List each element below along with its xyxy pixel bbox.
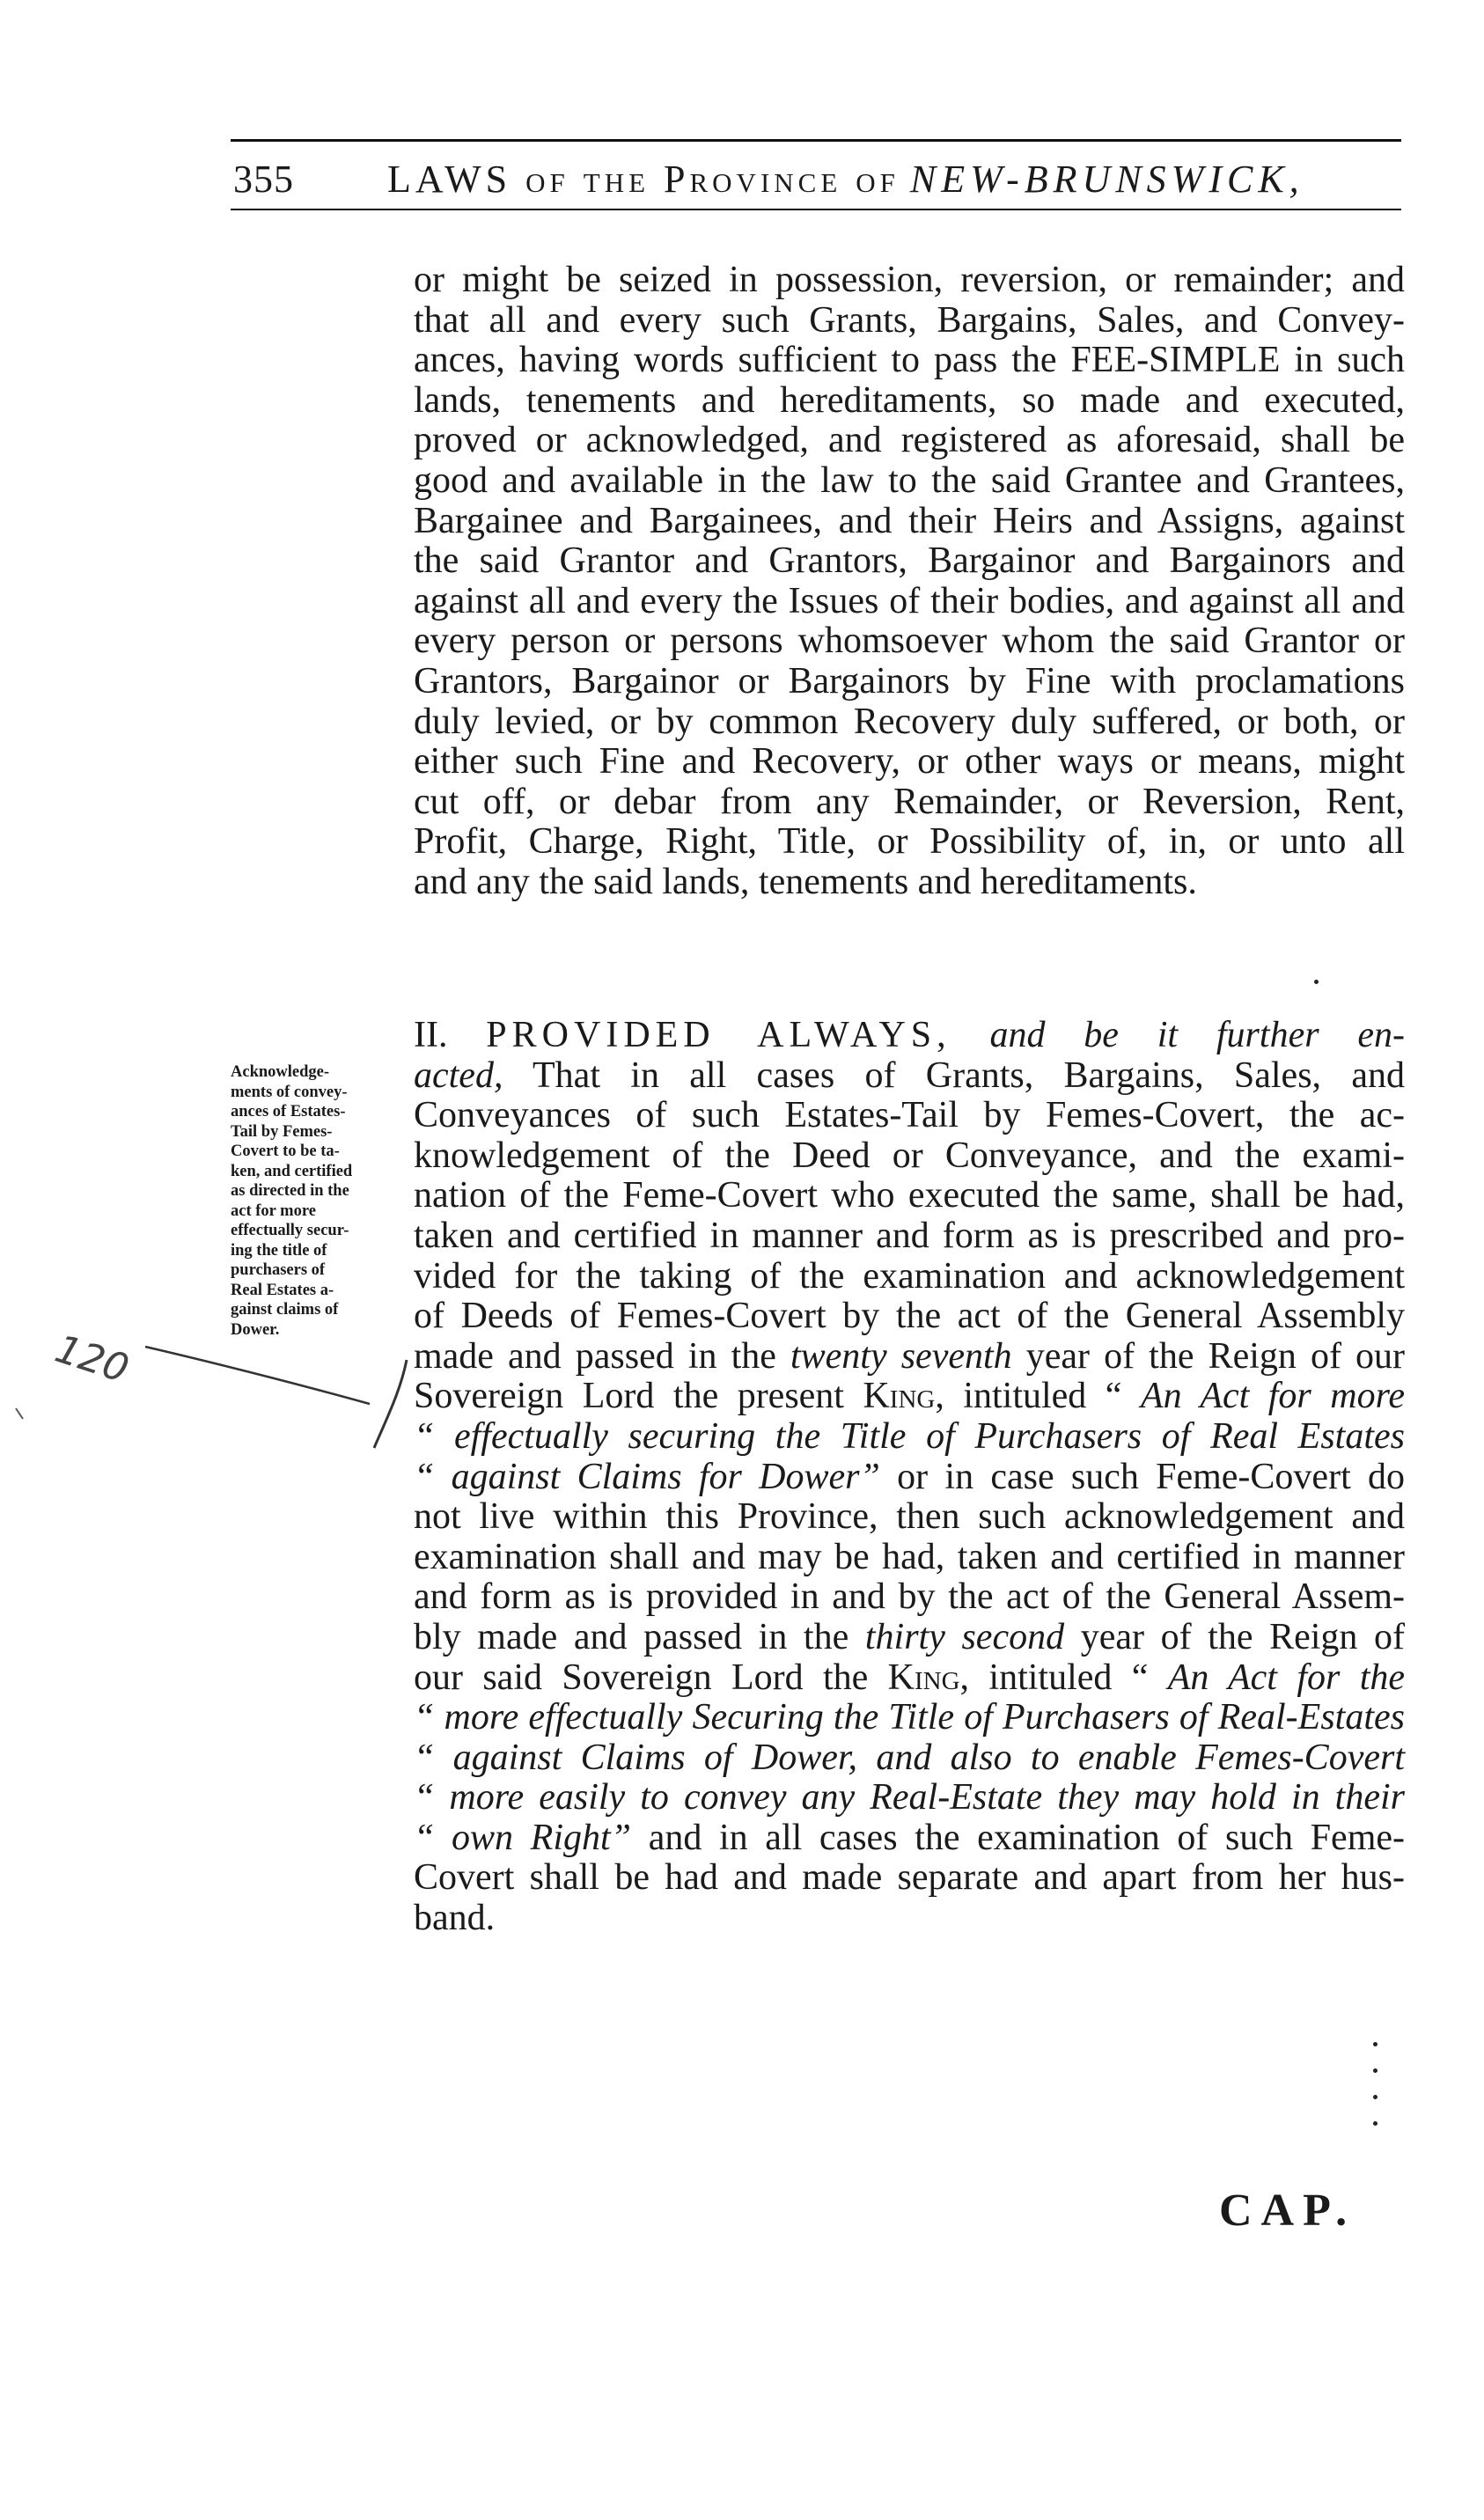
margin-line: ken, and certified [231,1162,353,1180]
margin-line: ing the title of [231,1241,327,1260]
text-run: That in all cases of Grants, Bargains, Sales, and [533,1054,1405,1096]
italic-run: “ effectually securing the Title of Purchasers of Real Estates [414,1415,1405,1457]
italic-run: “ against Claims of Dower, and also to enable Femes-Covert [414,1737,1405,1778]
section-numeral: II. [414,1015,448,1055]
text-line [414,1618,1405,1658]
margin-line: Real Estates a- [231,1281,334,1299]
pencil-tick [16,1408,23,1419]
text-line: and any the said lands, tenements and hereditaments. [414,861,1197,902]
text-run: made and passed in the [414,1335,776,1377]
italic-run: “ against Claims for Dower” [414,1456,880,1497]
stray-dot [1373,2121,1377,2126]
text-line: against all and every the Issues of their bodies, and against all and [414,580,1405,621]
italic-run: twenty seventh [790,1335,1012,1377]
text-line: Covert shall be had and made separate and apart from her hus- [414,1857,1405,1899]
king-smallcaps: King [887,1657,960,1698]
stray-dot [1373,2068,1377,2073]
margin-line: ments of convey- [231,1083,348,1101]
text-line: cut off, or debar from any Remainder, or Reversion, Rent, [414,781,1405,822]
margin-line: purchasers of [231,1261,326,1279]
handwritten-number: 120 [49,1326,135,1392]
margin-line: gainst claims of [231,1301,339,1319]
text-line [414,1778,1405,1818]
margin-line: Acknowledge- [231,1063,330,1081]
text-line: that all and every such Grants, Bargains, Sales, and Convey- [414,299,1405,341]
margin-line: Tail by Femes- [231,1122,333,1141]
text-line: band. [414,1898,496,1939]
italic-run: acted, [414,1054,503,1096]
margin-line: Covert to be ta- [231,1142,340,1160]
text-run: year of the Reign of [1080,1616,1406,1657]
italic-run: and be it further en- [989,1015,1405,1055]
text-line [414,1698,1405,1738]
margin-line: ances of Estates- [231,1103,346,1120]
italic-run: An Act for the [1167,1657,1406,1698]
text-line: good and available in the law to the said Grantee and Grantees, [414,459,1405,501]
text-line: taken and certified in manner and form as is prescribed and pro- [414,1215,1405,1256]
text-run: , intituled “ [935,1376,1122,1417]
text-line: of Deeds of Femes-Covert by the act of the General Assembly [414,1296,1405,1337]
header-bottom-rule [231,209,1401,210]
text-line [414,1818,1405,1859]
italic-run: thirty second [864,1616,1065,1657]
text-line [414,1738,1405,1779]
header-top-rule [231,139,1401,142]
text-line: Profit, Charge, Right, Title, or Possibility of, in, or unto all [414,821,1405,863]
text-line: or might be seized in possession, reversion, or remainder; and [414,260,1405,300]
margin-line: effectually secur- [231,1222,349,1239]
pencil-bracket [374,1360,407,1448]
king-smallcaps: King [863,1376,936,1417]
text-line: the said Grantor and Grantors, Bargainor and Bargainors and [414,540,1405,582]
text-line: lands, tenements and hereditaments, so made and executed, [414,379,1405,421]
text-line: and form as is provided in and by the act of the General Assem- [414,1576,1405,1618]
running-header-province: NEW-BRUNSWICK, [909,158,1304,201]
text-line [414,1377,1405,1417]
italic-run: “ more effectually Securing the Title of Purchasers of Real-Estates [414,1697,1405,1738]
text-line: Bargainee and Bargainees, and their Heirs and Assigns, against [414,500,1405,541]
text-run: , intituled “ [959,1657,1149,1698]
text-line [414,1658,1405,1699]
text-line: not live within this Province, then such acknowledgement and [414,1496,1405,1538]
text-line: every person or persons whomsoever whom the said Grantor or [414,621,1405,662]
section-ii [414,1016,1405,1939]
text-run: and in all cases the examination of such Feme- [648,1817,1405,1858]
page-number: 355 [233,158,294,201]
italic-run: “ more easily to convey any Real-Estate they may hold in their [414,1777,1405,1818]
margin-line: as directed in the [231,1182,349,1200]
text-line: Conveyances of such Estates-Tail by Femes-Covert, the ac- [414,1095,1405,1136]
text-line [414,1417,1405,1458]
text-line [414,1056,1405,1097]
text-line: nation of the Feme-Covert who executed the same, shall be had, [414,1175,1405,1216]
text-line [414,1016,1405,1056]
text-line: either such Fine and Recovery, or other ways or means, might [414,741,1405,782]
margin-line: act for more [231,1201,316,1220]
marginal-note [231,1062,407,1340]
text-run: year of the Reign of our [1025,1335,1406,1377]
stray-dot [1373,2042,1377,2046]
text-run: Sovereign Lord the present [414,1376,844,1417]
text-line: knowledgement of the Deed or Conveyance, and the exami- [414,1135,1405,1176]
text-line [414,1458,1405,1498]
stray-dot [1373,2095,1377,2099]
text-line: ances, having words sufficient to pass the FEE-SIMPLE in such [414,340,1405,381]
running-header [387,157,1304,202]
italic-run: An Act for more [1140,1376,1405,1417]
text-line: examination shall and may be had, taken and certified in manner [414,1536,1405,1577]
running-header-prefix: LAWS of the Province of [387,158,900,201]
text-line: duly levied, or by common Recovery duly suffered, or both, or [414,701,1405,742]
catchword: CAP. [1219,2186,1356,2236]
section-lead-caps: PROVIDED ALWAYS, [486,1015,951,1055]
text-line: proved or acknowledged, and registered as aforesaid, shall be [414,420,1405,461]
margin-line: Dower. [231,1320,280,1339]
text-line: vided for the taking of the examination and acknowledgement [414,1255,1405,1297]
italic-run: “ own Right” [414,1817,632,1858]
stray-dot [1314,980,1319,984]
text-run: bly made and passed in the [414,1616,849,1657]
text-line: Grantors, Bargainor or Bargainors by Fine with proclamations [414,660,1405,702]
text-run: or in case such Feme-Covert do [897,1456,1406,1497]
pencil-stroke [145,1347,370,1404]
text-run: our said Sovereign Lord the [414,1657,869,1698]
text-line [414,1337,1405,1378]
paragraph-continuation [414,261,1405,903]
